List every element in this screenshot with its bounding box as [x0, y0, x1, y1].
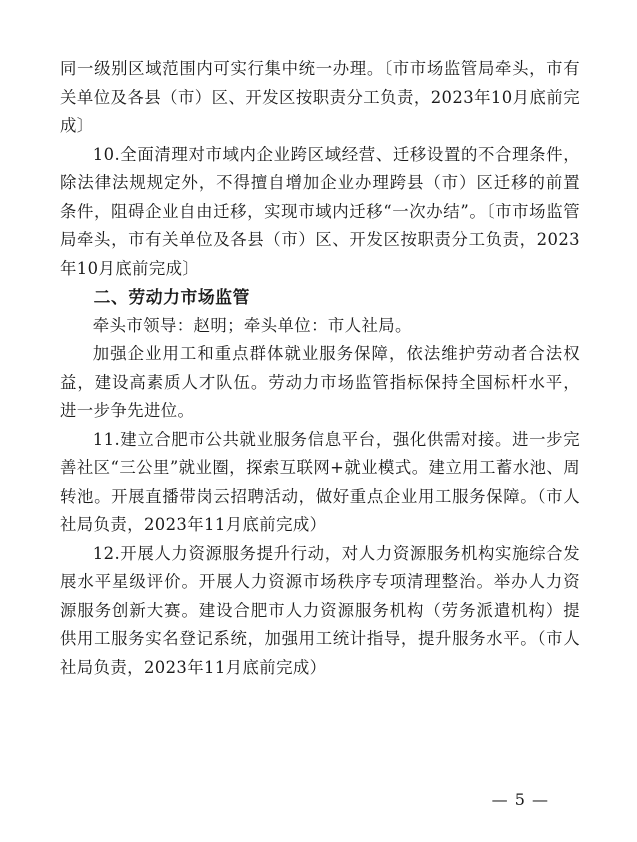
- lead-leaders-paragraph: 牵头市领导：赵明；牵头单位：市人社局。: [92, 315, 412, 335]
- item-12-paragraph: 12.开展人力资源服务提升行动，对人力资源服务机构实施综合发展水平星级评价。开展人力资源市场秩序专项清理整治。举办人力资源服务创新大赛。建设合肥市人力资源服务机构（劳务派遣机构）提供用工服务实名登记系统，加强用工统计指导，提升服务水平。（市人社局负责，2023年11月底前完成）: [60, 543, 580, 677]
- section-summary-paragraph: 加强企业用工和重点群体就业服务保障，依法维护劳动者合法权益，建设高素质人才队伍。劳动力市场监管指标保持全国标杆水平，进一步争先进位。: [60, 344, 580, 420]
- page-number: — 5 —: [491, 790, 549, 809]
- item-10-paragraph: 10.全面清理对市域内企业跨区域经营、迁移设置的不合理条件，除法律法规规定外，不得擅自增加企业办理跨县（市）区迁移的前置条件，阻碍企业自由迁移，实现市域内迁移“一次办结”。〔市市场监管局牵头，市有关单位及各县（市）区、开发区按职责分工负责，2023年10月底前完成〕: [60, 144, 580, 278]
- document-body: [60, 55, 580, 682]
- item-11-paragraph: 11.建立合肥市公共就业服务信息平台，强化供需对接。进一步完善社区“三公里”就业圈，探索互联网+就业模式。建立用工蓄水池、周转池。开展直播带岗云招聘活动，做好重点企业用工服务保障。（市人社局负责，2023年11月底前完成）: [60, 429, 580, 534]
- continuation-paragraph: 同一级别区域范围内可实行集中统一办理。〔市市场监管局牵头，市有关单位及各县（市）区、开发区按职责分工负责，2023年10月底前完成〕: [60, 59, 580, 135]
- section-heading-labor-market: 二、劳动力市场监管: [93, 287, 251, 307]
